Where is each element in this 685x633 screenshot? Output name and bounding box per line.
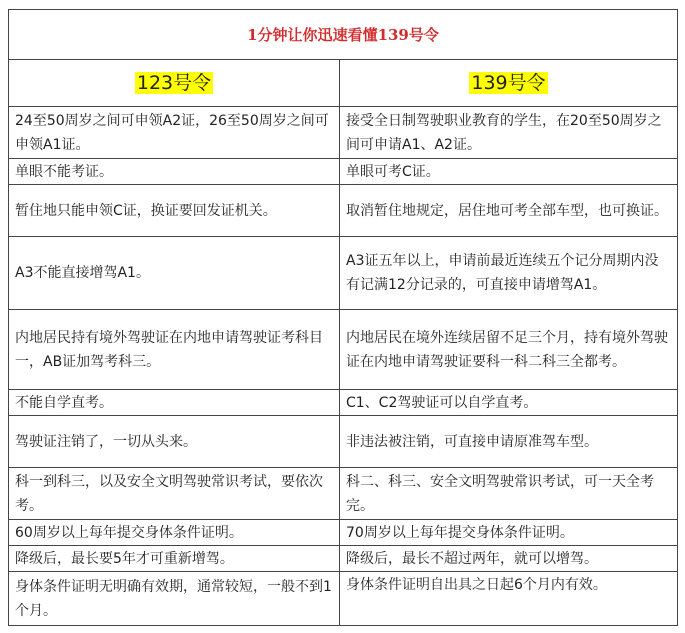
comparison-table (8, 9, 678, 626)
row-10-right: 降级后，最长不超过两年，就可以增驾。 (340, 546, 678, 572)
table-row (9, 185, 678, 237)
row-11-left: 身体条件证明无明确有效期，通常较短，一般不到1个月。 (9, 572, 340, 626)
table-row (9, 572, 678, 626)
row-2-right: 单眼可考C证。 (340, 159, 678, 185)
row-6-left: 不能自学直考。 (9, 390, 340, 416)
row-5-left: 内地居民持有境外驾驶证在内地申请驾驶证考科目一，AB证加驾考科三。 (9, 310, 340, 390)
table-row (9, 107, 678, 159)
title-row (9, 10, 678, 60)
header-cell-right (340, 60, 678, 107)
row-6-right: C1、C2驾驶证可以自学直考。 (340, 390, 678, 416)
row-3-right: 取消暂住地规定，居住地可考全部车型，也可换证。 (340, 185, 678, 237)
row-2-left: 单眼不能考证。 (9, 159, 340, 185)
row-1-right: 接受全日制驾驶职业教育的学生，在20至50周岁之间可申请A1、A2证。 (340, 107, 678, 159)
title-cell (9, 10, 678, 60)
table-row (9, 237, 678, 310)
comparison-table-wrapper (8, 9, 677, 626)
table-title: 1分钟让你迅速看懂139号令 (247, 25, 439, 44)
table-row (9, 468, 678, 520)
row-11-right: 身体条件证明自出具之日起6个月内有效。 (340, 572, 678, 626)
row-7-right: 非违法被注销，可直接申请原准驾车型。 (340, 416, 678, 468)
row-4-right: A3证五年以上，申请前最近连续五个记分周期内没有记满12分记录的，可直接申请增驾A1。 (340, 237, 678, 310)
row-7-left: 驾驶证注销了，一切从头来。 (9, 416, 340, 468)
table-row (9, 546, 678, 572)
row-8-right: 科二、科三、安全文明驾驶常识考试，可一天全考完。 (340, 468, 678, 520)
row-9-right: 70周岁以上每年提交身体条件证明。 (340, 520, 678, 546)
row-4-left: A3不能直接增驾A1。 (9, 237, 340, 310)
row-8-left: 科一到科三，以及安全文明驾驶常识考试，要依次考。 (9, 468, 340, 520)
table-row (9, 416, 678, 468)
row-9-left: 60周岁以上每年提交身体条件证明。 (9, 520, 340, 546)
row-1-left: 24至50周岁之间可申领A2证，26至50周岁之间可申领A1证。 (9, 107, 340, 159)
table-row (9, 310, 678, 390)
row-10-left: 降级后，最长要5年才可重新增驾。 (9, 546, 340, 572)
header-cell-left (9, 60, 340, 107)
header-right-label: 139号令 (471, 72, 546, 94)
header-row (9, 60, 678, 107)
row-3-left: 暂住地只能申领C证，换证要回发证机关。 (9, 185, 340, 237)
row-5-right: 内地居民在境外连续居留不足三个月，持有境外驾驶证在内地申请驾驶证要科一科二科三全都考。 (340, 310, 678, 390)
table-row (9, 520, 678, 546)
table-row (9, 390, 678, 416)
table-row (9, 159, 678, 185)
header-left-label: 123号令 (136, 72, 212, 94)
